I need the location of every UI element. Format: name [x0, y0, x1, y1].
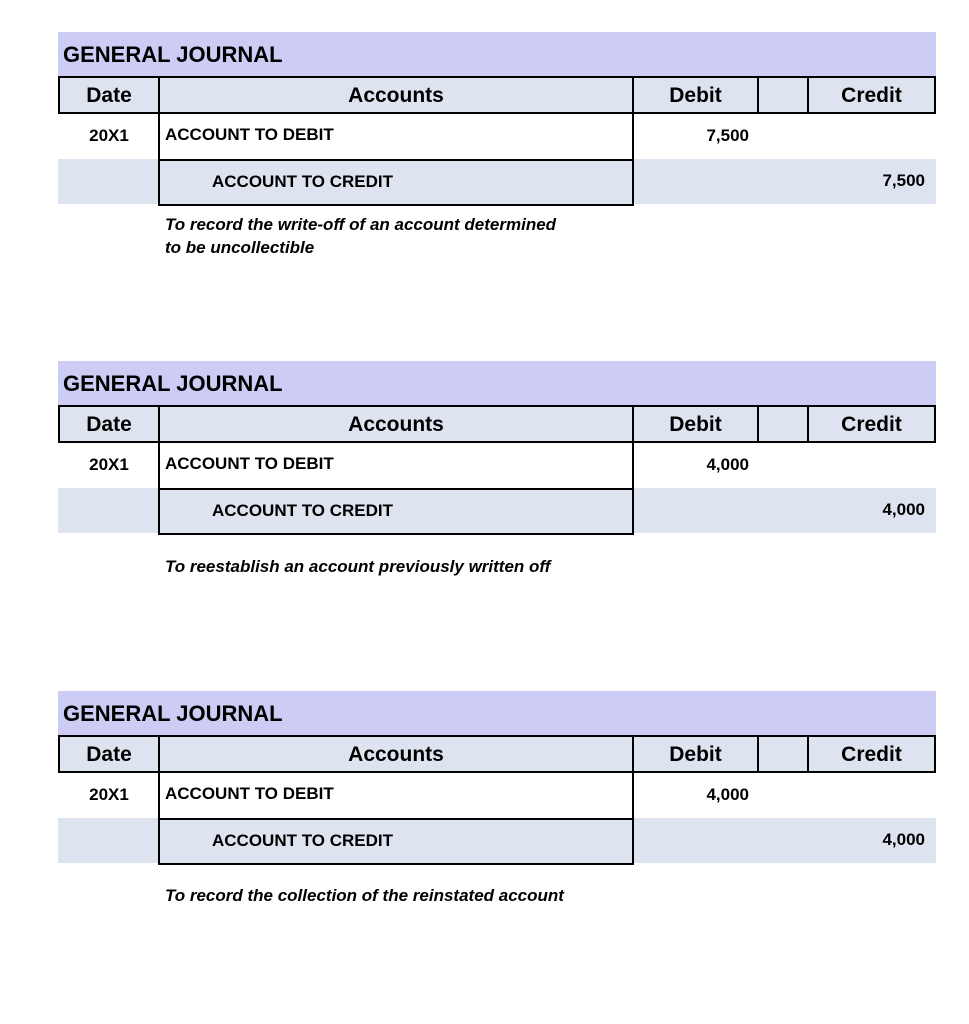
entry-date: 20X1	[89, 785, 129, 804]
credit-account: ACCOUNT TO CREDIT	[158, 818, 634, 865]
note-line: to be uncollectible	[165, 238, 315, 257]
note-line: To reestablish an account previously written off	[165, 557, 551, 576]
credit-amount: 4,000	[882, 830, 925, 849]
header-blank	[757, 76, 809, 114]
header-blank	[757, 735, 809, 773]
debit-account: ACCOUNT TO DEBIT	[158, 443, 634, 490]
general-journal-3	[58, 691, 936, 865]
note-line: To record the write-off of an account determined	[165, 215, 557, 234]
header-date: Date	[58, 76, 160, 114]
note-line: To record the collection of the reinstated account	[165, 886, 564, 905]
journal-title: GENERAL JOURNAL	[58, 691, 936, 735]
debit-account: ACCOUNT TO DEBIT	[158, 114, 634, 161]
debit-amount: 7,500	[706, 126, 749, 145]
header-credit: Credit	[807, 76, 936, 114]
journal-title: GENERAL JOURNAL	[58, 32, 936, 76]
debit-amount: 4,000	[706, 785, 749, 804]
debit-account: ACCOUNT TO DEBIT	[158, 773, 634, 820]
header-debit: Debit	[632, 405, 759, 443]
credit-amount: 4,000	[882, 500, 925, 519]
entry-date: 20X1	[89, 126, 129, 145]
header-credit: Credit	[807, 735, 936, 773]
header-date: Date	[58, 405, 160, 443]
entry-date: 20X1	[89, 455, 129, 474]
header-debit: Debit	[632, 76, 759, 114]
general-journal-2	[58, 361, 936, 535]
header-date: Date	[58, 735, 160, 773]
credit-account: ACCOUNT TO CREDIT	[158, 159, 634, 206]
general-journal-1	[58, 32, 936, 206]
header-accounts: Accounts	[158, 735, 634, 773]
journal-note-2	[165, 555, 635, 578]
header-blank	[757, 405, 809, 443]
header-accounts: Accounts	[158, 76, 634, 114]
header-credit: Credit	[807, 405, 936, 443]
credit-account: ACCOUNT TO CREDIT	[158, 488, 634, 535]
debit-amount: 4,000	[706, 455, 749, 474]
journal-title: GENERAL JOURNAL	[58, 361, 936, 405]
journal-note-3	[165, 884, 635, 907]
journal-note-1	[165, 213, 635, 259]
credit-amount: 7,500	[882, 171, 925, 190]
header-accounts: Accounts	[158, 405, 634, 443]
header-debit: Debit	[632, 735, 759, 773]
